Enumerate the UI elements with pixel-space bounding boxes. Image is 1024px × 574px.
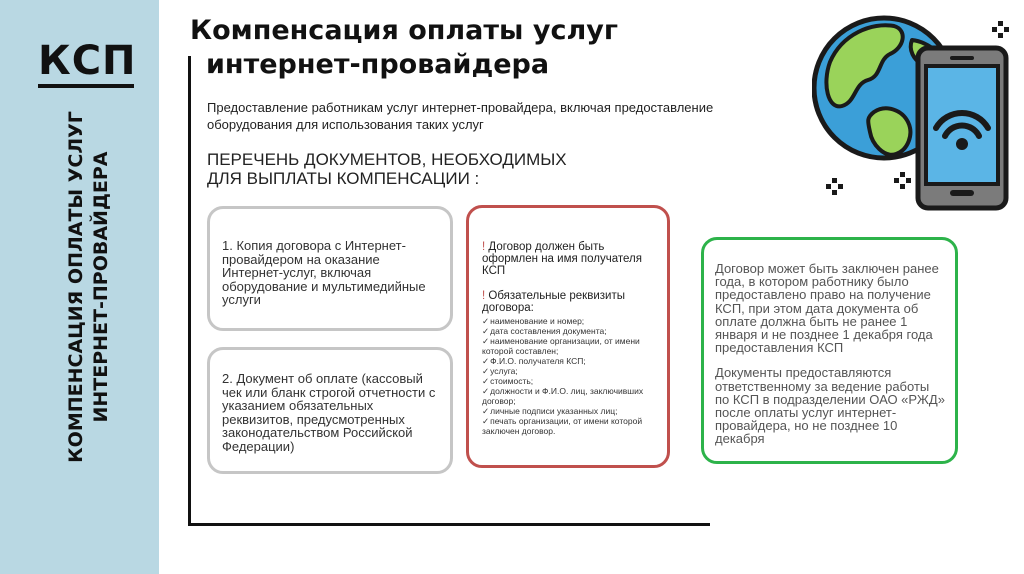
document-card-payment <box>207 347 453 474</box>
list-item: ✓Ф.И.О. получателя КСП; <box>482 356 586 366</box>
list-item: ✓услуга; <box>482 366 518 376</box>
requisites-list <box>482 316 661 436</box>
documents-heading-line-2: ДЛЯ ВЫПЛАТЫ КОМПЕНСАЦИИ : <box>207 169 480 188</box>
sidebar <box>0 0 159 574</box>
check-icon: ✓ <box>482 366 490 376</box>
vertical-title-line-1: КОМПЕНСАЦИЯ ОПЛАТЫ УСЛУГ <box>65 111 87 463</box>
documents-heading-line-1: ПЕРЕЧЕНЬ ДОКУМЕНТОВ, НЕОБХОДИМЫХ <box>207 150 567 169</box>
requisites-title <box>482 290 661 314</box>
document-card-text: 1. Копия договора с Интернет-провайдером на оказание Интернет-услуг, включая оборудование и мультимедийные услуги <box>222 238 426 307</box>
ksp-underline <box>38 84 134 88</box>
illustration <box>812 14 1024 214</box>
check-icon: ✓ <box>482 336 490 346</box>
page-title <box>190 14 750 82</box>
vertical-title-line-2: ИНТЕРНЕТ-ПРОВАЙДЕРА <box>90 151 112 423</box>
document-card-text: 2. Документ об оплате (кассовый чек или бланк строгой отчетности с указанием обязательных реквизитов, предусмотренных законодательством Российской Федерации) <box>222 371 436 454</box>
warning-mark: ! <box>482 290 486 302</box>
document-card-contract-copy <box>207 206 453 331</box>
check-icon: ✓ <box>482 326 490 336</box>
deadline-info-card <box>701 237 958 464</box>
check-icon: ✓ <box>482 316 490 326</box>
list-item: ✓должности и Ф.И.О. лиц, заключивших договор; <box>482 386 644 406</box>
contract-requirements-card <box>466 205 670 468</box>
list-item: ✓печать организации, от имени которой заключен договор. <box>482 416 643 436</box>
warning-mark: ! <box>482 241 486 253</box>
contract-note-text: Договор должен быть оформлен на имя получателя КСП <box>482 241 642 277</box>
check-icon: ✓ <box>482 376 490 386</box>
check-icon: ✓ <box>482 356 490 366</box>
page-title-line-2: интернет-провайдера <box>206 49 550 80</box>
subtitle: Предоставление работникам услуг интернет-провайдера, включая предоставление оборудования для использования таких услуг <box>207 100 714 132</box>
check-icon: ✓ <box>482 406 490 416</box>
check-icon: ✓ <box>482 386 490 396</box>
info-paragraph-submission: Документы предоставляются ответственному за ведение работы по КСП в подразделении ОАО «РЖД» после оплаты услуг интернет-провайдера, но не позднее 10 декабря <box>715 365 945 447</box>
list-item: ✓дата составления документа; <box>482 326 607 336</box>
list-item: ✓личные подписи указанных лиц; <box>482 406 618 416</box>
contract-note <box>482 241 661 277</box>
requisites-title-text: Обязательные реквизиты договора: <box>482 290 625 314</box>
list-item: ✓наименование организации, от имени которой составлен; <box>482 336 640 356</box>
documents-heading <box>207 150 627 188</box>
vertical-divider <box>188 56 191 526</box>
check-icon: ✓ <box>482 416 490 426</box>
list-item: ✓наименование и номер; <box>482 316 585 326</box>
info-paragraph-contract-date: Договор может быть заключен ранее года, в котором работнику было предоставлено право на получение КСП, при этом дата документа об оплате должна быть не ранее 1 января и не позднее 1 декабря года предоставления КСП <box>715 261 939 356</box>
list-item: ✓стоимость; <box>482 376 534 386</box>
ksp-abbreviation: КСП <box>38 38 137 84</box>
page-title-line-1: Компенсация оплаты услуг <box>190 15 618 46</box>
horizontal-divider <box>188 523 710 526</box>
